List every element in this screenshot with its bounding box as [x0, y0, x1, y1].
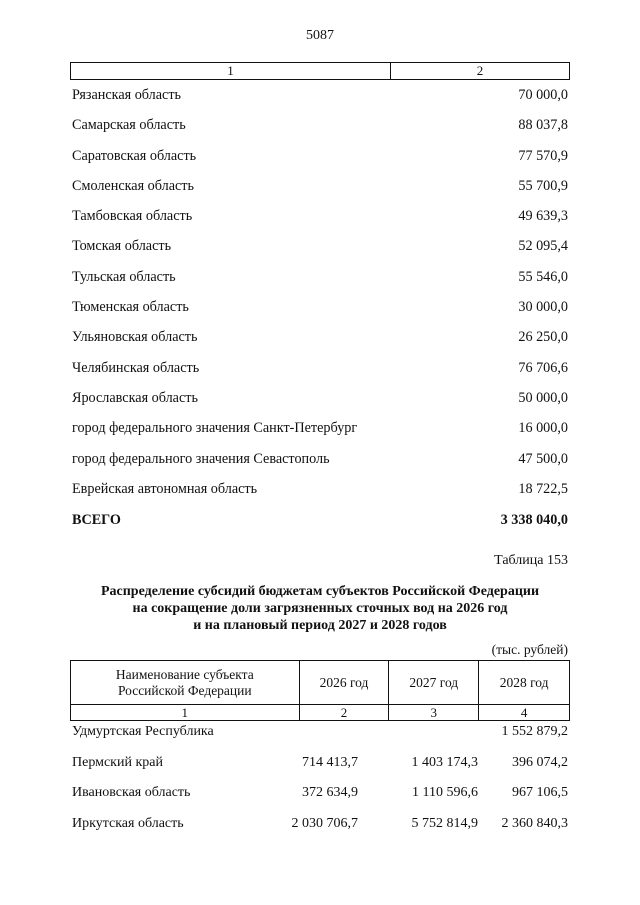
- column-number-2: 2: [476, 63, 484, 78]
- region-name: Удмуртская Республика: [72, 724, 214, 739]
- region-name: Ярославская область: [72, 389, 198, 406]
- title-line: и на плановый период 2027 и 2028 годов: [193, 618, 447, 633]
- table-caption: Таблица 153: [494, 553, 568, 568]
- continuation-table-header: [70, 62, 570, 80]
- table-row: [72, 481, 568, 511]
- table-row: [72, 755, 568, 786]
- total-row: [72, 512, 568, 542]
- value-2028: 967 106,5: [512, 785, 568, 801]
- region-value: 55 700,9: [518, 177, 568, 194]
- column-number-3: 3: [389, 705, 479, 721]
- region-name: Тюменская область: [72, 299, 189, 316]
- header-2027: 2027 год: [389, 661, 479, 705]
- region-value: 18 722,5: [518, 480, 568, 497]
- region-name: Рязанская область: [72, 87, 182, 103]
- table-header: [70, 660, 570, 721]
- region-value: 88 037,8: [518, 117, 568, 134]
- region-name: Самарская область: [72, 117, 186, 134]
- column-number-2: 2: [299, 705, 389, 721]
- region-name: Томская область: [72, 238, 172, 255]
- table-row: [72, 148, 568, 178]
- table-title: [0, 583, 640, 634]
- value-2028: 2 360 840,3: [501, 816, 568, 832]
- region-value: 26 250,0: [518, 329, 568, 346]
- region-value: 49 639,3: [518, 208, 568, 225]
- region-value: 47 500,0: [518, 450, 568, 467]
- page-number: 5087: [306, 28, 334, 43]
- table-body: [72, 724, 568, 847]
- region-value: 50 000,0: [518, 389, 568, 406]
- table-row: [72, 299, 568, 329]
- region-name: Пермский край: [72, 754, 163, 770]
- value-2028: 1 552 879,2: [501, 724, 568, 739]
- column-number-1: 1: [71, 63, 391, 79]
- title-line: Распределение субсидий бюджетам субъектов Российской Федерации: [100, 584, 540, 599]
- value-2027: 1 403 174,3: [411, 754, 478, 770]
- region-value: 76 706,6: [518, 359, 568, 376]
- continuation-table-body: [72, 87, 568, 542]
- header-name-line: Наименование субъекта: [115, 666, 254, 682]
- region-name: город федерального значения Севастополь: [72, 450, 330, 467]
- total-value: 3 338 040,0: [500, 512, 568, 529]
- column-number-1: 1: [71, 705, 300, 721]
- table-row: [72, 451, 568, 481]
- table-row: [72, 785, 568, 816]
- units-label: (тыс. рублей): [491, 642, 568, 657]
- table-row: [72, 329, 568, 359]
- region-value: 52 095,4: [518, 238, 568, 255]
- value-2027: 1 110 596,6: [412, 785, 478, 801]
- region-value: 30 000,0: [518, 299, 568, 316]
- region-name: Саратовская область: [72, 147, 197, 164]
- value-2028: 396 074,2: [512, 754, 568, 770]
- total-label: ВСЕГО: [72, 512, 121, 529]
- table-row: [72, 87, 568, 117]
- table-row: [72, 117, 568, 147]
- region-name: Челябинская область: [72, 359, 200, 376]
- table-row: [72, 390, 568, 420]
- region-name: Ивановская область: [72, 785, 191, 801]
- table-row: [72, 420, 568, 450]
- region-name: Тульская область: [72, 268, 176, 285]
- region-name: Тамбовская область: [72, 208, 193, 225]
- region-value: 55 546,0: [518, 268, 568, 285]
- table-row: [72, 360, 568, 390]
- header-name-line: Российской Федерации: [117, 682, 252, 698]
- table-row: [72, 269, 568, 299]
- header-2026: 2026 год: [299, 661, 389, 705]
- region-value: 16 000,0: [518, 420, 568, 437]
- column-number-4: 4: [479, 705, 570, 721]
- region-value: 70 000,0: [518, 87, 568, 103]
- region-name: город федерального значения Санкт-Петербург: [72, 420, 358, 437]
- table-row: [72, 238, 568, 268]
- region-name: Ульяновская область: [72, 329, 198, 346]
- region-name: Смоленская область: [72, 177, 194, 194]
- region-name: Иркутская область: [72, 816, 184, 832]
- header-region-name: [71, 661, 300, 705]
- header-2028: 2028 год: [479, 661, 570, 705]
- value-2026: 2 030 706,7: [291, 816, 358, 832]
- value-2027: 5 752 814,9: [411, 816, 478, 832]
- region-name: Еврейская автономная область: [72, 480, 258, 497]
- title-line: на сокращение доли загрязненных сточных вод на 2026 год: [132, 601, 508, 616]
- value-2026: 714 413,7: [302, 754, 358, 770]
- table-row: [72, 816, 568, 847]
- value-2026: 372 634,9: [302, 785, 358, 801]
- region-value: 77 570,9: [518, 147, 568, 164]
- table-row: [72, 724, 568, 755]
- table-row: [72, 178, 568, 208]
- table-row: [72, 208, 568, 238]
